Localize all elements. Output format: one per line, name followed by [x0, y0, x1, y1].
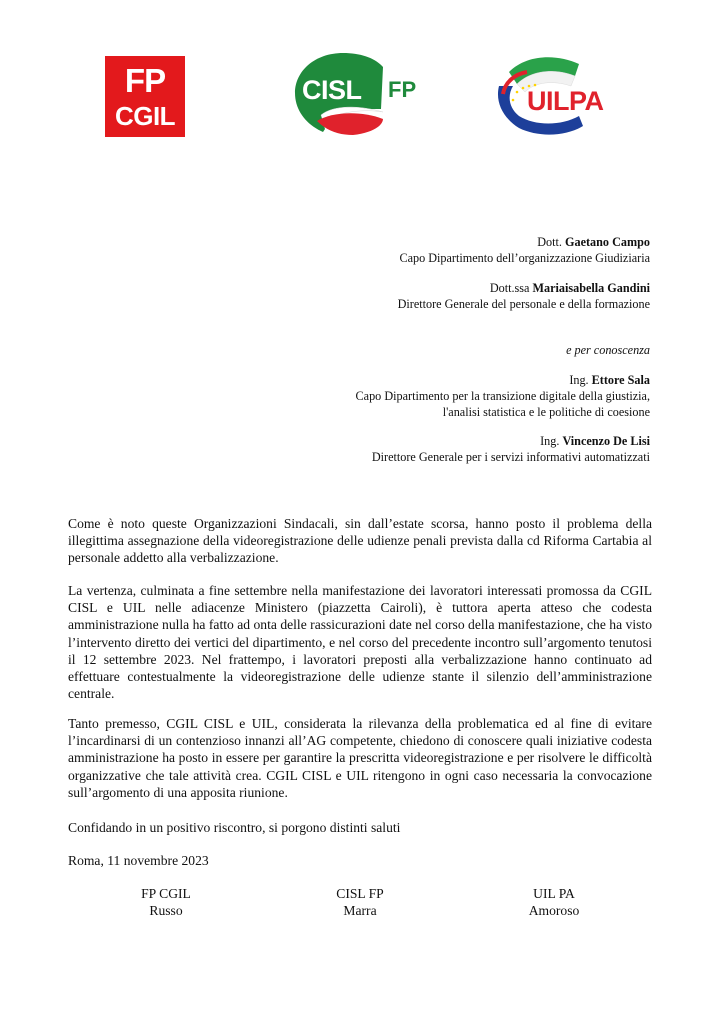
signature-3-org: UIL PA: [533, 886, 575, 901]
cc-recipient-2-name: Vincenzo De Lisi: [562, 434, 650, 448]
cc-recipient-1-name-line: [356, 372, 650, 388]
closing-line: Confidando in un positivo riscontro, si porgono distinti saluti: [68, 820, 401, 835]
signature-1-name: Russo: [149, 903, 183, 919]
fp-cgil-logo: [105, 56, 185, 137]
recipient-2: [398, 280, 650, 312]
cc-recipient-2: [372, 433, 650, 465]
recipient-1: [399, 234, 650, 266]
uilpa-logo: [487, 52, 617, 138]
cc-recipient-1-title: Ing.: [569, 373, 589, 387]
cisl-fp-logo-suffix: FP: [388, 77, 417, 102]
recipient-1-name-line: [399, 234, 650, 250]
signature-1-org: FP CGIL: [141, 886, 191, 901]
recipient-2-name: Mariaisabella Gandini: [532, 281, 650, 295]
signature-uil-pa: [494, 885, 614, 920]
cc-recipient-1: [356, 372, 650, 420]
uilpa-logo-word: UILPA: [527, 86, 604, 116]
cc-recipient-2-title: Ing.: [540, 434, 560, 448]
signature-cisl-fp: [300, 885, 420, 920]
cc-recipient-1-role-2: l'analisi statistica e le politiche di coesione: [442, 405, 650, 419]
recipient-1-name: Gaetano Campo: [565, 235, 650, 249]
signature-2-name: Marra: [343, 903, 377, 919]
recipient-2-name-line: [398, 280, 650, 296]
body-paragraph-2: La vertenza, culminata a fine settembre nella manifestazione dei lavoratori interessati promossa da CGIL CISL e UIL nelle adiacenze Ministero (piazzetta Cairoli), è tuttora aperta atteso che codesta amministrazione nulla ha fatto ad onta delle rassicurazioni date nel corso della manifestazione, che ha visto l’intervento diretto dei vertici del dipartimento, e nel corso del precedente incontro sull’argomento tenutosi il 12 settembre 2023. Nel frattempo, i lavoratori preposti alla verbalizzazione hanno continuato ad effettuare contestualmente la videoregistrazione delle udienze stante il silenzio dell’amministrazione centrale.: [68, 583, 652, 702]
signature-fp-cgil: [106, 885, 226, 920]
signature-2-org: CISL FP: [336, 886, 384, 901]
date-line: Roma, 11 novembre 2023: [68, 853, 209, 868]
body-paragraph-3: Tanto premesso, CGIL CISL e UIL, considerata la rilevanza della problematica ed al fine di evitare l’incardinarsi di un contenzioso innanzi all’AG competente, chiedono di conoscere quali iniziative codesta amministrazione ha posto in essere per garantire la prescritta videoregistrazione e per risolvere le difficoltà organizzative che tale attività crea. CGIL CISL e UIL ritengono in ogni caso necessaria la convocazione sull’argomento di una apposita riunione.: [68, 716, 652, 800]
body-paragraph-1: Come è noto queste Organizzazioni Sindacali, sin dall’estate scorsa, hanno posto il problema della illegittima assegnazione della videoregistrazione delle udienze penali prevista dalla cd Riforma Cartabia al personale addetto alla verbalizzazione.: [68, 516, 652, 566]
recipient-2-role: Direttore Generale del personale e della formazione: [397, 297, 650, 311]
recipient-1-role: Capo Dipartimento dell’organizzazione Giudiziaria: [399, 251, 650, 265]
recipient-2-title: Dott.ssa: [489, 281, 530, 295]
cc-recipient-1-role-1: Capo Dipartimento per la transizione digitale della giustizia,: [355, 389, 650, 403]
recipient-1-title: Dott.: [537, 235, 562, 249]
fp-cgil-logo-line1: FP: [124, 62, 166, 99]
cc-recipient-2-role: Direttore Generale per i servizi informativi automatizzati: [371, 450, 650, 464]
cc-recipient-2-name-line: [372, 433, 650, 449]
cisl-fp-logo: [293, 49, 425, 137]
fp-cgil-logo-line2: CGIL: [114, 101, 176, 131]
cc-label: e per conoscenza: [566, 343, 650, 357]
cc-recipient-1-name: Ettore Sala: [591, 373, 650, 387]
signature-3-name: Amoroso: [528, 903, 580, 919]
cisl-fp-logo-word: CISL: [302, 75, 362, 105]
